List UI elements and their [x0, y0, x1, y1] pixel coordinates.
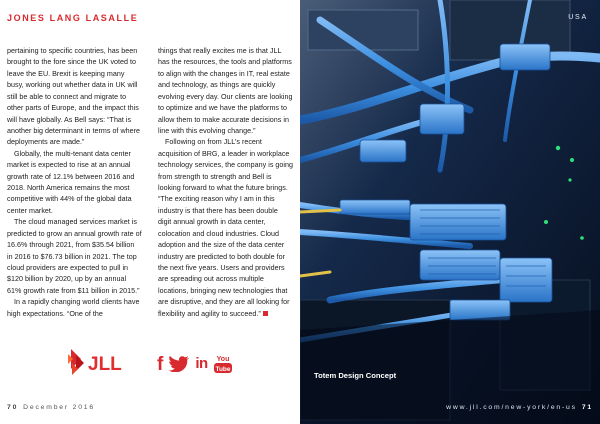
network-cables-photo [300, 0, 600, 424]
brand-header: JONES LANG LASALLE [7, 13, 139, 23]
paragraph-text: Following on from JLL’s recent acquisition of BRG, a leader in workplace technology services, the company is going from strength to strength and Bell is looking forward to what the future brings. “The exciting reason why I am in this industry is that there has been double digit annual growth in data center, colocation and cloud industries. Cloud adoption and the size of the data center industry are predicted to both double for the next five years. Users and providers are spreading out across multiple locations, bringing new technologies that are disruptive, and they are all looking for flexibility and agility to succeed.” [158, 138, 293, 318]
end-of-article-mark [263, 311, 268, 316]
paragraph: pertaining to specific countries, has been brought to the fore since the UK voted to leave the EU. Brexit is keeping many busy, working out whether data in UK will still be able to connect and migrate to other parts of Europe, and the impact this will have globally. As Bell says: “That is another big determinant in terms of where deployments are made.” [7, 47, 140, 147]
region-label: USA [568, 14, 588, 21]
youtube-label-top: You [216, 356, 230, 363]
issue-date: December 2016 [23, 404, 95, 411]
footer-right [446, 404, 593, 411]
paragraph: Globally, the multi-tenant data center market is expected to rise at an annual growth rate of 12.1% between 2016 and 2018. North America remains the most competitive with 44% of the global data center market. [7, 149, 135, 215]
youtube-label-bottom: Tube [215, 366, 231, 373]
linkedin-icon[interactable]: in [195, 355, 208, 372]
youtube-icon[interactable] [214, 354, 232, 374]
article-column-2 [158, 46, 293, 320]
paragraph: In a rapidly changing world clients have high expectations. “One of the [7, 298, 140, 318]
paragraph [158, 137, 293, 320]
page-number: 70 [7, 404, 19, 411]
website-url[interactable]: www.jll.com/new-york/en-us [446, 404, 577, 411]
twitter-icon[interactable] [169, 356, 189, 372]
page-number: 71 [581, 404, 593, 411]
photo-caption: Totem Design Concept [314, 371, 397, 380]
paragraph: things that really excites me is that JLL has the resources, the tools and platforms to align with the changes in IT, real estate and technology, as things are quickly evolving every day. Our clients are looking to optimize and we have the platforms to allow them to make accurate decisions in line with this evolving change.” [158, 47, 293, 135]
jll-logo[interactable] [58, 348, 146, 378]
paragraph: The cloud managed services market is predicted to grow an annual growth rate of 16.6% through 2021, from $35.54 billion in 2016 to $76.73 billion in 2021. The top cloud providers are expected to pull in $120 billion by 2020, up by an annual 61% growth rate from $11 billion in 2015.” [7, 218, 142, 295]
right-page [300, 0, 600, 424]
facebook-icon[interactable]: f [157, 353, 164, 375]
footer-left [7, 404, 95, 411]
logo-text: JLL [88, 354, 122, 375]
article-column-1 [7, 46, 142, 320]
social-links [157, 354, 232, 374]
